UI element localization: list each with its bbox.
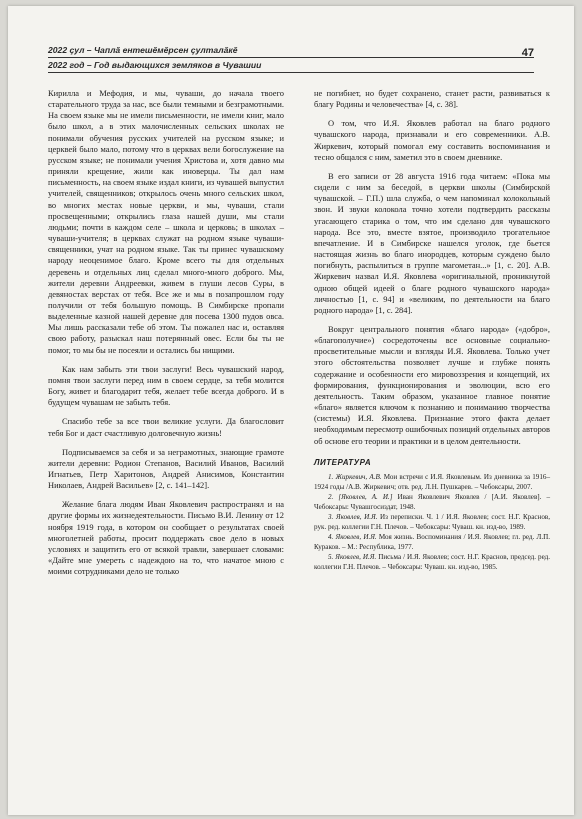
paragraph: Желание блага людям Иван Яковлевич распространял и на другие формы их жизнедеятельности. Письмо В.И. Ленину от 12 ноября 1919 года, в котором он сообщает о результатах своей многолетней работы, просит поддержать свое дело в новых условиях и защитить его от всякой травли, завершает словами: «Дайте мне умереть с надеждою на то, что начатое мною с моими сотрудниками дело не только [48,499,284,577]
literature-item [314,532,550,552]
header-divider-bottom [48,72,534,73]
paragraph: В его записи от 28 августа 1916 года читаем: «Пока мы сидели с ним за беседой, в церкви школы (Симбирской чувашской. – Г.П.) шла служба, о чем напоминал колокольный звон. И звуки колокола точно хотели подтвердить рассказы угасающего старика о том, что им сделано для чувашского народа. Все это, вместе взятое, производило трогательное впечатление. И в Симбирске нашелся уголок, где бьется настоящая жизнь во благо инородцев, которым суждено было погибнуть, распылиться в группе магометан...» [1, с. 20]. А.В. Жиркевич назвал И.Я. Яковлева «оригинальной, проникнутой одною общей идеей о благе родного чувашского народа» личностью [1, с. 94] и «великим, по деятельности на благо родного народа» [1, с. 284]. [314,170,550,315]
literature-text: Мои встречи с И.Я. Яковлевым. Из дневника за 1916–1924 годы /А.В. Жиркевич; отв. ред. Л.Н. Пушкарев. – Чебоксары, 2007. [314,472,550,491]
literature-item [314,512,550,532]
paragraph: Подписываемся за себя и за неграмотных, знающие грамоте жители деревни: Родион Степанов, Василий Иванов, Василий Игнатьев, Петр Харитонов, Андрей Анисимов, Константин Николаев, Андрей Васильев» [2, с. 141–142]. [48,446,284,491]
literature-text: Письма / И.Я. Яковлев; сост. Н.Г. Краснов, председ. ред. коллегии Г.Н. Плечов. – Чебоксары: Чуваш. кн. изд-во, 1985. [314,552,551,571]
paragraph: Как нам забыть эти твои заслуги! Весь чувашский народ, помня твои заслуги перед ним в своем сердце, за тебя молится Богу, живет и благодарит тебя, желает тебе всегда доброго. И в будущем чувашам не забыть тебя. [48,363,284,408]
header-chuvash-title: 2022 çул – Чаплă ентешĕмĕрсен çулталăкĕ [48,45,238,55]
right-column [314,88,550,572]
literature-text: Моя жизнь. Воспоминания / И.Я. Яковлев; гл. ред. Л.П. Кураков. – М.: Республика, 1977. [314,532,551,551]
literature-item [314,472,550,492]
literature-author: 3. Яковлев, И.Я. [328,512,378,521]
header-divider [48,57,534,58]
running-header [48,44,534,74]
literature-text: Из переписки. Ч. 1 / И.Я. Яковлев; сост. Н.Г. Краснов, рук. ред. коллегии Г.Н. Плечов. – Чебоксары: Чуваш. кн. изд-во, 1989. [314,512,550,531]
paragraph: не погибнет, но будет сохранено, станет расти, развиваться к благу Родины и человечества» [4, с. 38]. [314,88,550,110]
paragraph: Спасибо тебе за все твои великие услуги. Да благословит тебя Бог и даст счастливую долговечную жизнь! [48,416,284,438]
literature-item [314,492,550,512]
literature-author: 4. Яковлев, И.Я. [328,532,377,541]
literature-author: 5. Яковлев, И.Я. [328,552,377,561]
literature-author: 2. [Яковлев, А. И.] [328,492,393,501]
literature-author: 1. Жиркевич, А.В. [328,472,382,481]
left-column [48,88,284,577]
literature-heading: ЛИТЕРАТУРА [314,457,372,467]
header-russian-title: 2022 год – Год выдающихся земляков в Чувашии [48,60,262,70]
paragraph: Вокруг центрального понятия «благо народа» («добро», «благополучие») сосредоточены все основные социально-просветительные мысли и взгляды И.Я. Яковлева. Только учет этого обстоятельства позволяет лучше и глубже понять содержание и особенности его мировоззрения и концепций, их формирования, функционирования и эволюции, всю его деятельность. Таким образом, указанное главное понятие «благо» является ключом к познанию и пониманию творчества (системы) И.Я. Яковлева. Признание этого факта делает необходимым пересмотр ошибочных позиций отдельных авторов об основе его теории и практики и в целом деятельности. [314,323,550,446]
paragraph: О том, что И.Я. Яковлев работал на благо родного чувашского народа, признавали и его современники. А.В. Жиркевич, который помогал ему составить воспоминания и тесно общался с ним, заметил это в своем дневнике. [314,118,550,162]
literature-text: Иван Яковлевич Яковлев / [А.И. Яковлев]. – Чебоксары: Чувашгосиздат, 1948. [314,492,550,511]
literature-list [314,472,550,572]
literature-item [314,552,550,572]
page-number: 47 [521,47,534,59]
paragraph: Кирилла и Мефодия, и мы, чуваши, до начала твоего старательного труда за нас, все были темными и безграмотными. На своем языке мы не имели письменности, не имели книг, мало было школ, а в этих малочисленных сельских школах не понимали обучения русских учителей на русском языке; и церквей было мало, потому что в церквах вели богослужение на русском языке; не понимали учения Христова и, хотя давно мы приняли крещение, жили как иноверцы. Ты дал нам письменность, на своем языке издал книги, из чувашей выпустил учителей, священников; открылось очень много сельских школ, во многих местах новые церкви, и мы, чуваши, стали просвещенными; открылись глаза нашей души, мы стали людьми; почти в каждом селе – школа и церковь; в школах – чуваши-учителя; в церквах служат на родном языке чуваши-священники, учат на родном языке. Так ты принес чувашскому народу неоценимое благо. Кроме всего ты для отдельных деревень и отдельных лиц сделал много-много доброго. Мы, жители деревни Андреевки, живем в глуши лесов Суры, в девяностах верстах от тебя. Все же и мы в позапрошлом году получили от тебя большую помощь. В Симбирске пропали выделенные казной нашей деревне для посева 1300 пудов овса. Мы лишь рассказали тебе об этом. Ты пожалел нас и, оставляя свою работу, разыскал наш потерянный овес. Если бы ты не помог, то мы бы не посеяли и остались бы нищими. [48,88,284,355]
document-page [8,6,574,815]
